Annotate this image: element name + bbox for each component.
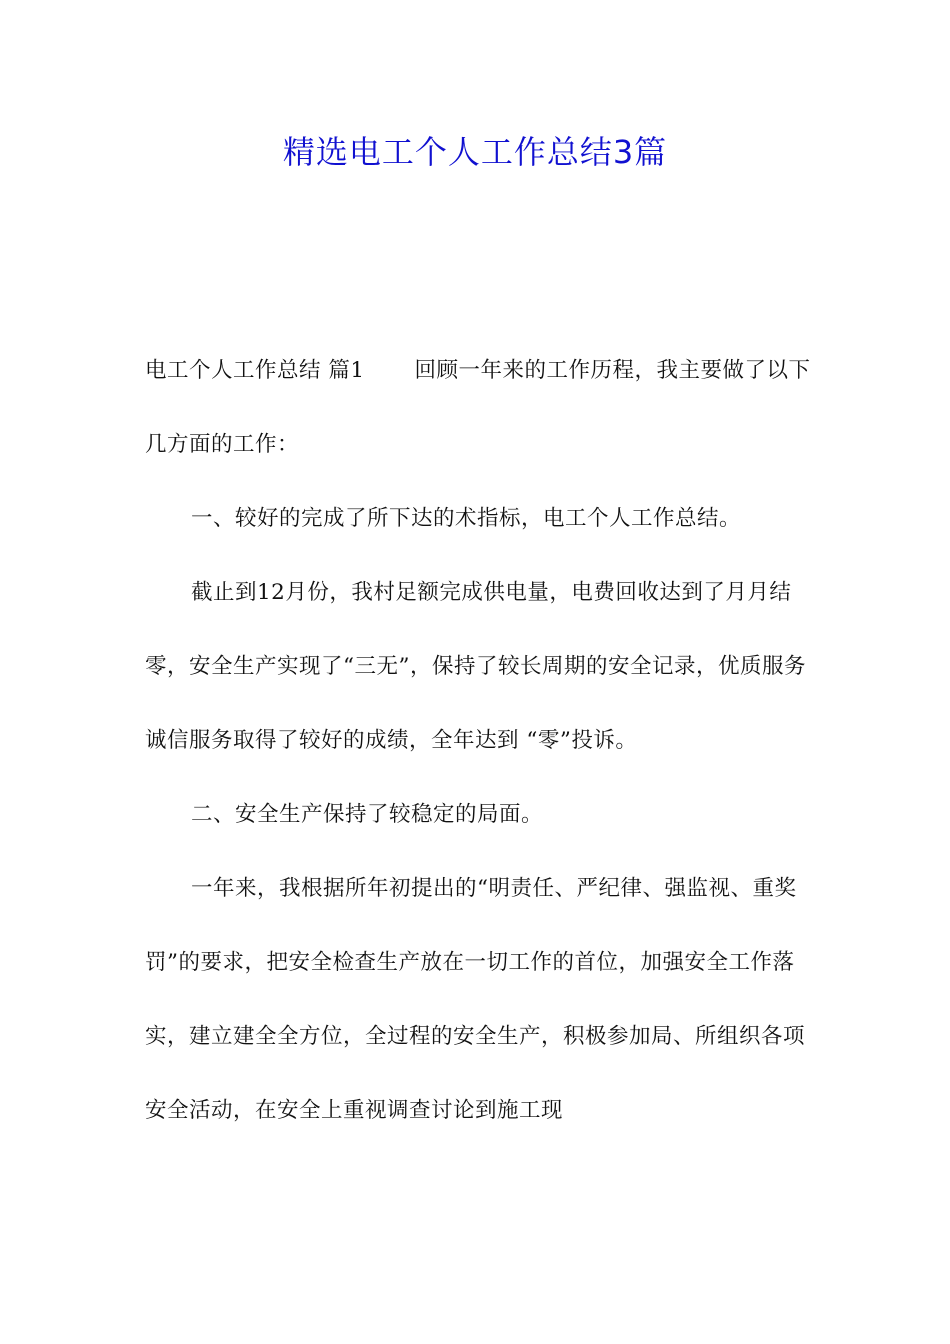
paragraph-3: 二、安全生产保持了较稳定的局面。 — [191, 802, 544, 827]
section-heading: 电工个人工作总结 篇1 — [145, 358, 365, 383]
intro-text: 回顾一年来的工作历程，我主要做了以下几方面的工作： — [145, 358, 811, 457]
paragraph-4: 一年来，我根据所年初提出的“明责任、严纪律、强监视、重奖罚”的要求，把安全检查生产放在一切工作的首位，加强安全工作落实，建立建全全方位，全过程的安全生产，积极参加局、所组织各项安全活动，在安全上重视调查讨论到施工现 — [145, 876, 806, 1123]
document-body — [145, 334, 815, 1148]
paragraph-1: 一、较好的完成了所下达的术指标，电工个人工作总结。 — [191, 506, 742, 531]
paragraph-intro — [145, 334, 815, 482]
document-title: 精选电工个人工作总结3篇 — [282, 133, 668, 171]
paragraph-2: 截止到12月份，我村足额完成供电量，电费回收达到了月月结零，安全生产实现了“三无”，保持了较长周期的安全记录，优质服务诚信服务取得了较好的成绩，全年达到 “零”投诉。 — [145, 580, 806, 753]
